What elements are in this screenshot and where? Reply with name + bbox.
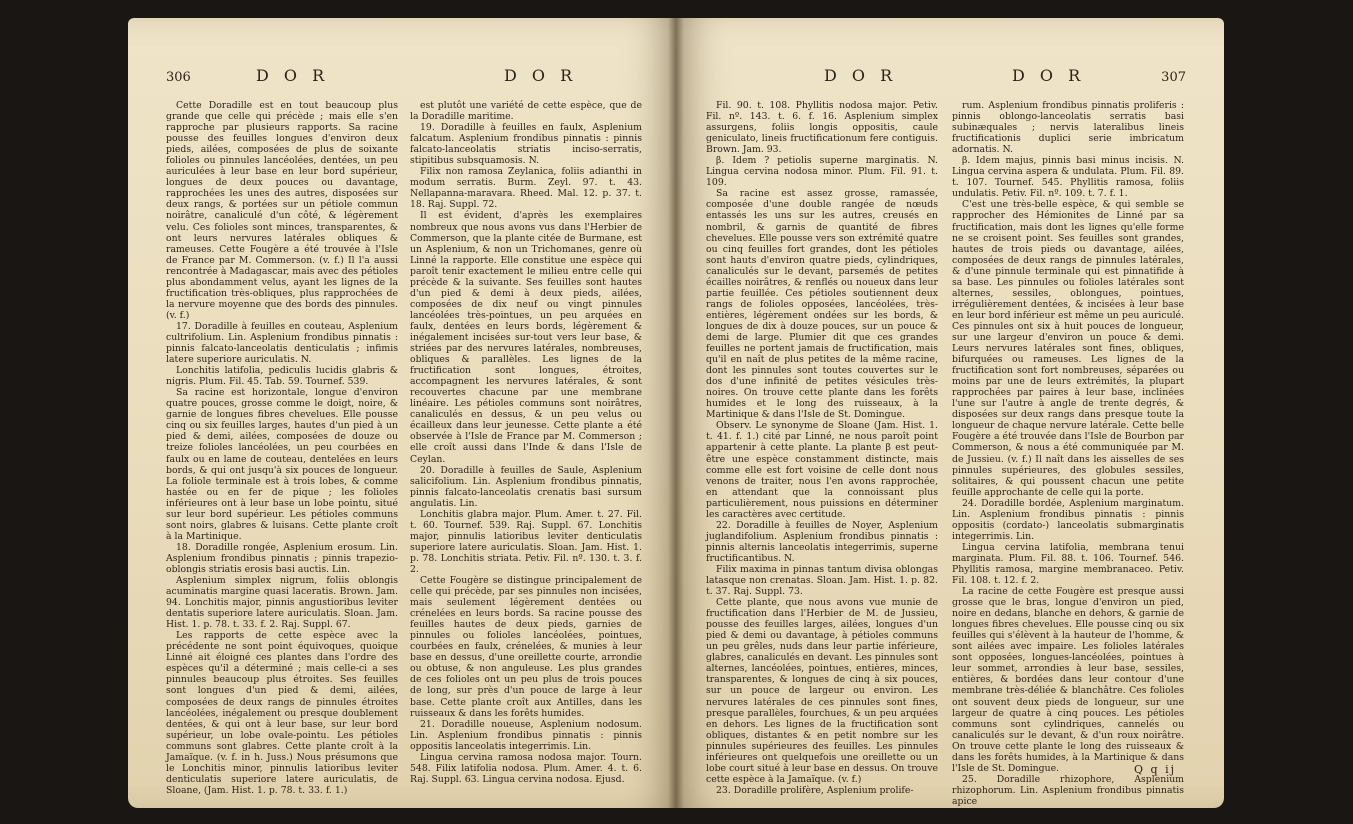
paragraph: 22. Doradille à feuilles de Noyer, Asplenium juglandifolium. Asplenium frondibus pinnatis : pinnis alternis lanceolatis integerrimis, superne fructificantibus. N. [706, 519, 938, 564]
paragraph: 23. Doradille prolifère, Asplenium prolife- [716, 784, 914, 796]
paragraph: 19. Doradille à feuilles en faulx, Asplenium falcatum. Asplenium frondibus pinnatis : pinnis falcato-lanceolatis striatis inciso-serratis, stipitibus subsquamosis. N. [410, 122, 642, 167]
running-head: D O R [504, 66, 578, 85]
signature-mark: Q q ij [1134, 763, 1176, 776]
paragraph: β. Idem majus, pinnis basi minus incisis. N. Lingua cervina aspera & undulata. Plum. Fil. 89. t. 107. Tournef. 545. Phyllitis ramosa, foliis undulatis. Petiv. Fil. nº. 109. t. 7. f. 1. [952, 155, 1184, 200]
left-page [128, 18, 676, 808]
paragraph: 20. Doradille à feuilles de Saule, Asplenium salicifolium. Lin. Asplenium frondibus pinnatis, pinnis falcato-lanceolatis crenatis basi sursum angulatis. Lin. [410, 464, 642, 509]
running-head: D O R [1012, 66, 1086, 85]
paragraph: Observ. Le synonyme de Sloane (Jam. Hist. 1. t. 41. f. 1.) cité par Linné, ne nous paroît point appartenir à cette plante. La plante β est peut-être une espèce constamment distincte, mais comme elle est fort voisine de celle dont nous venons de traiter, nous l'en avons rapprochée, en attendant que la connoissant plus particulièrement, nous puissions en déterminer les caractères avec certitude. [706, 420, 938, 520]
paragraph: Lonchitis latifolia, pediculis lucidis glabris & nigris. Plum. Fil. 45. Tab. 59. Tournef. 539. [166, 365, 398, 388]
page-number: 306 [166, 70, 191, 85]
book-gutter [668, 18, 684, 808]
paragraph: Les rapports de cette espèce avec la précédente ne sont point équivoques, quoique Linné ait éloigné ces plantes dans l'ordre des espèces qu'il a déterminé ; mais celle-ci a ses pinnules beaucoup plus étroites. Ses feuilles sont longues d'un pied & demi, ailées, composées de deux rangs de pinnules étroites lancéolées, inégalement ou presque doublement dentées, & qui ont à leur base, sur leur bord supérieur, un lobe ovale-pointu. Les pétioles communs sont glabres. Cette plante croît à la Jamaïque. (v. f. in h. Juss.) Nous présumons que le Lonchitis minor, pinnulis latioribus leviter denticulatis superiore latere auriculatis, de Sloane, (Jam. Hist. 1. p. 78. t. 33. f. 1.) [166, 630, 398, 796]
right-page-header [712, 66, 1188, 94]
paragraph: Cette Doradille est en tout beaucoup plus grande que celle qui précède ; mais elle s'en rapproche par plusieurs rapports. Sa racine pousse des feuilles longues d'environ deux pieds, ailées, composées de plus de soixante folioles ou pinnules lancéolées, dentées, un peu auriculées à leur base en leur bord supérieur, longues de deux pouces ou davantage, rapprochées les unes des autres, disposées sur deux rangs, & portées sur un pétiole commun noirâtre, canaliculé d'un côté, & légèrement velu. Ces folioles sont minces, transparentes, & ont leurs nervures latérales obliques & rameuses. Cette Fougère a été trouvée à l'Isle de France par M. Commerson. (v. f.) Il l'a aussi rencontrée à Madagascar, mais avec des pétioles plus abondamment velus, ayant les lignes de la fructification très-obliques, plus rapprochées de la nervure moyenne que des bords des pinnules. (v. f.) [166, 100, 398, 321]
text-column-right [410, 100, 642, 785]
paragraph: Lonchitis glabra major. Plum. Amer. t. 27. Fil. t. 60. Tournef. 539. Raj. Suppl. 67. Lonchitis major, pinnulis latioribus leviter denticulatis superiore latere auriculatis. Sloan. Jam. Hist. 1. p. 78. Lonchitis striata. Petiv. Fil. nº. 130. t. 3. f. 2. [410, 508, 642, 575]
paragraph: rum. Asplenium frondibus pinnatis proliferis : pinnis oblongo-lanceolatis serratis basi subinæquales ; nervis lateralibus lineis fructificationis duplici serie imbricatum adornatis. N. [952, 100, 1184, 156]
paragraph: Lingua cervina ramosa nodosa major. Tourn. 548. Filix latifolia nodosa. Plum. Amer. 4. t. 6. Raj. Suppl. 63. Lingua cervina nodosa. Ejusd. [410, 751, 642, 785]
right-page [676, 18, 1224, 808]
text-column-left [706, 100, 938, 796]
paragraph: Lingua cervina latifolia, membrana tenui marginata. Plum. Fil. 88. t. 106. Tournef. 546. Phyllitis ramosa, margine membranaceo. Petiv. Fil. 108. t. 12. f. 2. [952, 541, 1184, 587]
running-head: D O R [824, 66, 898, 85]
paragraph: Filix non ramosa Zeylanica, foliis adianthi in modum serratis. Burm. Zeyl. 97. t. 43. Nellapanna-maravara. Rheed. Mal. 12. p. 37. t. 18. Raj. Suppl. 72. [410, 166, 642, 211]
paragraph: 18. Doradille rongée, Asplenium erosum. Lin. Asplenium frondibus pinnatis ; pinnis trapezio-oblongis striatis erosis basi auctis. Lin. [166, 541, 398, 575]
paragraph: Asplenium simplex nigrum, foliis oblongis acuminatis margine quasi laceratis. Brown. Jam. 94. Lonchitis major, pinnis angustioribus leviter dentatis superiore latere auriculatis. Sloan. Jam. Hist. 1. p. 78. t. 33. f. 2. Raj. Suppl. 67. [166, 575, 398, 631]
paragraph: C'est une très-belle espèce, & qui semble se rapprocher des Hémionites de Linné par sa fructification, mais dont les lignes qu'elle forme ne se croisent point. Ses feuilles sont grandes, hautes de trois pieds ou davantage, ailées, composées de deux rangs de pinnules latérales, & d'une pinnule terminale qui est pinnatifide à sa base. Les pinnules ou folioles latérales sont alternes, sessiles, oblongues, pointues, irrégulièrement dentées, & incisées à leur base en leur bord inférieur est même un peu auriculé. Ces pinnules ont six à huit pouces de longueur, sur une largeur d'environ un pouce & demi. Leurs nervures latérales sont fines, obliques, bifurquées ou rameuses. Les lignes de la fructification sont fort nombreuses, séparées ou moins par une de leurs extrémités, la plupart rapprochées par paires à leur base, inclinées l'une sur l'autre à angle de trente degrés, & disposées sur deux rangs dans presque toute la longueur de chaque nervure latérale. Cette belle Fougère a été trouvée dans l'Isle de Bourbon par Commerson, & nous a été communiquée par M. de Jussieu. (v. f.) Il naît dans les aisselles de ses pinnules supérieures, des globules sessiles, solitaires, & qui poussent chacun une petite feuille approchante de celle qui la porte. [952, 199, 1184, 498]
paragraph: Sa racine est assez grosse, ramassée, composée d'une double rangée de nœuds entassés les uns sur les autres, creusés en nombril, & garnis de quantité de fibres chevelues. Elle pousse vers son extrémité quatre ou cinq feuilles fort grandes, dont les pétioles sont hauts d'environ quatre pieds, cylindriques, canaliculés sur le devant, parsemés de petites écailles noirâtres, & renflés ou noueux dans leur partie feuillée. Ces pétioles soutiennent deux rangs de folioles opposées, lancéolées, très-entières, légèrement ondées sur les bords, & longues de dix à douze pouces, sur un pouce & demi de large. Plumier dit que ces grandes feuilles ne portent jamais de fructification, mais qu'il en naît de plus petites de la même racine, dont les pinnules sont toutes couvertes sur le dos d'une infinité de petites vésicules très-noires. On trouve cette plante dans les forêts humides et le long des ruisseaux, à la Martinique & dans l'Isle de St. Domingue. [706, 188, 938, 421]
paragraph: est plutôt une variété de cette espèce, que de la Doradille maritime. [410, 100, 642, 123]
text-column-left [166, 100, 398, 796]
paragraph: Cette Fougère se distingue principalement de celle qui précède, par ses pinnules non incisées, mais seulement légèrement dentées ou crénelées en leurs bords. Sa racine pousse des feuilles hautes de deux pieds, garnies de pinnules ou folioles lancéolées, pointues, courbées en faulx, crénelées, & munies à leur base en dessus, d'une oreillette courte, arrondie ou obtuse, & non anguleuse. Les plus grandes de ces folioles ont un peu plus de trois pouces de long, sur près d'un pouce de large à leur base. Cette plante croît aux Antilles, dans les ruisseaux & dans les forêts humides. [410, 575, 642, 719]
paragraph: 25. Doradille rhizophore, Asplenium rhizophorum. Lin. Asplenium frondibus pinnatis apice [952, 773, 1184, 807]
running-head: D O R [256, 66, 330, 85]
paragraph: 17. Doradille à feuilles en couteau, Asplenium cultrifolium. Lin. Asplenium frondibus pinnatis : pinnis falcato-lanceolatis denticulatis ; infimis latere superiore auriculatis. N. [166, 320, 398, 366]
left-page-header [164, 66, 640, 94]
paragraph: Il est évident, d'après les exemplaires nombreux que nous avons vus dans l'Herbier de Commerson, que la plante citée de Burmane, est un Asplenium, & non un Trichomanes, genre où Linné la rapporte. Elle constitue une espèce qui paroît tenir exactement le milieu entre celle qui précède & la suivante. Ses feuilles sont hautes d'un pied & demi à deux pieds, ailées, composées de dix neuf ou vingt pinnules lancéolées très-pointues, un peu arquées en faulx, dentées en leurs bords, légèrement & inégalement incisées sur-tout vers leur base, & striées par des nervures latérales, nombreuses, obliques & parallèles. Les lignes de la fructification sont longues, étroites, accompagnent les nervures latérales, & sont recouvertes chacune par une membrane linéaire. Les pétioles communs sont noirâtres, canaliculés en dessus, & un peu velus ou écailleux dans leur jeunesse. Cette plante a été observée à l'Isle de France par M. Commerson ; elle croît aussi dans l'Inde & dans l'Isle de Ceylan. [410, 210, 642, 465]
paragraph: β. Idem ? petiolis superne marginatis. N. Lingua cervina nodosa minor. Plum. Fil. 91. t. 109. [706, 155, 938, 189]
paragraph: 21. Doradille noueuse, Asplenium nodosum. Lin. Asplenium frondibus pinnatis : pinnis oppositis lanceolatis integerrimis. Lin. [410, 718, 642, 752]
page-number: 307 [1161, 70, 1186, 85]
paragraph: Sa racine est horizontale, longue d'environ quatre pouces, grosse comme le doigt, noire, & garnie de longues fibres chevelues. Elle pousse cinq ou six feuilles larges, hautes d'un pied à un pied & demi, ailées, composées de douze ou treize folioles lancéolées, un peu courbées en faulx ou en lame de couteau, dentelées en leurs bords, & qui ont jusqu'à six pouces de longueur. La foliole terminale est à trois lobes, & comme hastée ou en fer de pique ; les folioles inférieures ont à leur base un lobe pointu, situé sur leur bord supérieur. Les pétioles communs sont noirs, glabres & luisans. Cette plante croît à la Martinique. [166, 387, 398, 542]
paragraph: Fil. 90. t. 108. Phyllitis nodosa major. Petiv. Fil. nº. 143. t. 6. f. 16. Asplenium simplex assurgens, foliis longis oppositis, caule geniculato, lineis fructificationum fere contiguis. Brown. Jam. 93. [706, 100, 938, 156]
paragraph: Cette plante, que nous avons vue munie de fructification dans l'Herbier de M. de Jussieu, pousse des feuilles larges, ailées, longues d'un pied & demi ou davantage, à pétioles communs un peu grêles, nuds dans leur partie inférieure, glabres, canaliculés en devant. Les pinnules sont alternes, lancéolées, pointues, entières, minces, transparentes, & longues de cinq à six pouces, sur un pouce de largeur ou environ. Les nervures latérales de ces pinnules sont fines, presque parallèles, fourchues, & un peu arquées en dehors. Les lignes de la fructification sont obliques, distantes & en petit nombre sur les pinnules supérieures des feuilles. Les pinnules inférieures ont quelquefois une oreillette ou un lobe court situé à leur base en dessus. On trouve cette espèce à la Jamaïque. (v. f.) [706, 597, 938, 785]
paragraph: 24. Doradille bordée, Asplenium marginatum. Lin. Asplenium frondibus pinnatis : pinnis oppositis (cordato-) lanceolatis submarginatis integerrimis. Lin. [952, 497, 1184, 542]
paragraph: La racine de cette Fougère est presque aussi grosse que le bras, longue d'environ un pied, noire en dedans, blanche en dehors, & garnie de longues fibres chevelues. Elle pousse cinq ou six feuilles qui s'élèvent à la hauteur de l'homme, & sont ailées avec impaire. Les folioles latérales sont opposées, longues-lancéolées, pointues à leur sommet, arrondies à leur base, sessiles, entières, & bordées dans leur contour d'une membrane très-déliée & blanchâtre. Ces folioles ont souvent deux pieds de longueur, sur une largeur de quatre à cinq pouces. Les pétioles communs sont cylindriques, cannelés ou canaliculés sur le devant, & d'un roux noirâtre. On trouve cette plante le long des ruisseaux & dans les forêts humides, à la Martinique & dans l'Isle de St. Domingue. [952, 586, 1184, 774]
paragraph: Filix maxima in pinnas tantum divisa oblongas latasque non crenatas. Sloan. Jam. Hist. 1. p. 82. t. 37. Raj. Suppl. 73. [706, 563, 938, 598]
